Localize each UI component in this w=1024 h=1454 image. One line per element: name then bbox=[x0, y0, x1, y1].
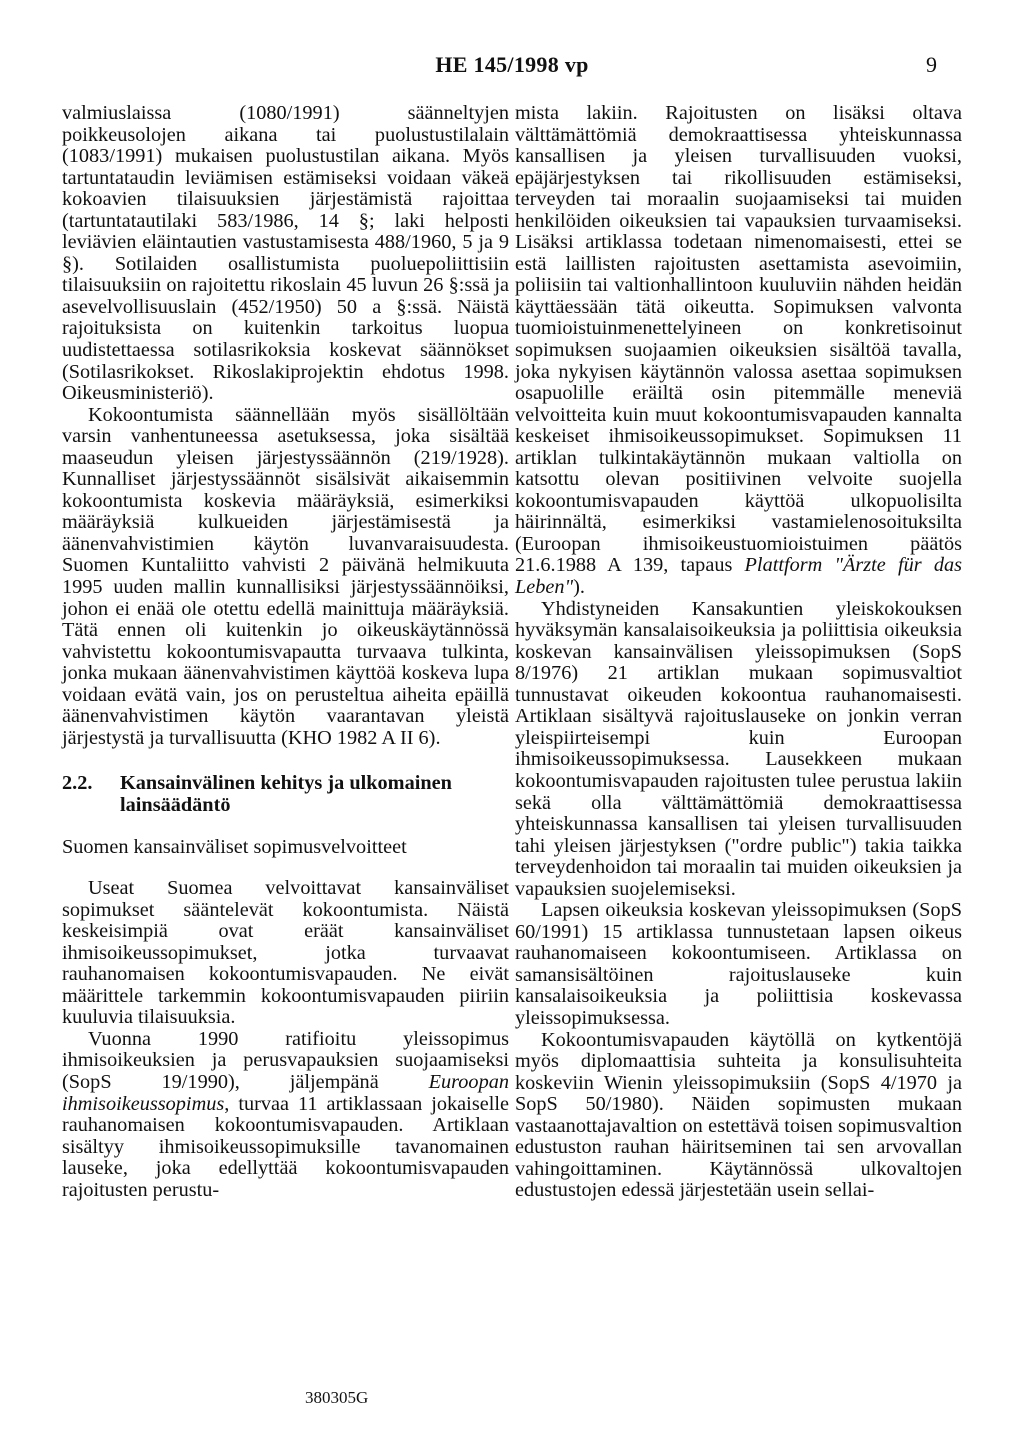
paragraph: Kokoontumisvapauden käytöllä on kytkentöjä myös diplomaattisia suhteita ja konsulisuhteita koskeviin Wienin yleissopimuksiin (SopS 4/1970 ja SopS 50/1980). Näiden sopimusten mukaan vastaanottajavaltion on estettävä toisen sopimusvaltion edustuston rauhan häiritseminen tai sen arvovallan vahingoittaminen. Käytännössä ulkovaltojen edustustojen edessä järjestetään usein sellai- bbox=[515, 1028, 962, 1202]
text-run: , turvaa 11 artiklassaan jokaiselle rauhanomaisen kokoontumisvapauden. Artiklaan sisältyy ihmisoikeussopimuksille tavanomainen lauseke, joka edellyttää kokoontumisvapauden rajoitusten perustu- bbox=[62, 1092, 509, 1201]
section-number: 2.2. bbox=[62, 772, 93, 795]
page-number: 9 bbox=[926, 52, 937, 77]
paragraph: Yhdistyneiden Kansakuntien yleiskokouksen hyväksymän kansalaisoikeuksia ja poliittisia oikeuksia koskevan kansainvälisen yleissopimuksen (SopS 8/1976) 21 artiklan mukaan sopimusvaltiot tunnustavat oikeuden kokoontua rauhanomaisesti. Artiklaan sisältyvä rajoituslauseke on jonkin verran yleispiirteisempi kuin Euroopan ihmisoikeussopimuksessa. Lausekkeen mukaan kokoontumisvapauden rajoitusten tulee perustua lakiin sekä olla välttämättömiä demokraattisessa yhteiskunnassa kansallisen tai yleisen turvallisuuden tahi yleisen järjestyksen ("ordre public") takia taikka terveydenhoidon tai moraalin tai muiden oikeuksien ja vapauksien suojelemiseksi. bbox=[515, 597, 962, 900]
section-heading bbox=[62, 773, 509, 816]
paragraph bbox=[62, 1029, 509, 1201]
paragraph bbox=[515, 103, 962, 599]
paragraph: Useat Suomea velvoittavat kansainväliset sopimukset sääntelevät kokoontumista. Näistä keskeisimpiä ovat eräät kansainväliset ihmisoikeussopimukset, jotka turvaavat rauhanomaisen kokoontumisvapauden. Ne eivät määrittele tarkemmin kokoontumisvapauden piiriin kuuluvia tilaisuuksia. bbox=[62, 877, 509, 1029]
left-column bbox=[62, 103, 509, 1201]
paragraph: Kokoontumista säännellään myös sisällöltään varsin vanhentuneessa asetuksessa, joka sisältää maaseudun yleisen järjestyssäännön (219/1928). Kunnalliset järjestyssäännöt sisälsivät aikaisemmin kokoontumista koskevia määräyksiä, esimerkiksi määräyksiä kulkueiden järjestämisestä ja äänenvahvistimien käytön luvanvaraisuudesta. Suomen Kuntaliitto vahvisti 2 päivänä helmikuuta 1995 uuden mallin kunnallisiksi järjestyssäännöiksi, johon ei enää ole otettu edellä mainittuja määräyksiä. Tätä ennen oli kuitenkin jo oikeuskäytännössä vahvistettu kokoontumisvapautta turvaava tulkinta, jonka mukaan äänenvahvistimen käyttöä koskeva lupa voidaan evätä vain, jos on perusteltua aiheita epäillä äänenvahvistimen käytön vaarantavan yleistä järjestystä ja turvallisuutta (KHO 1982 A II 6). bbox=[62, 403, 509, 749]
right-column bbox=[515, 103, 962, 1202]
italic-case-name: Plattform "Ärzte für das Leben" bbox=[515, 554, 962, 599]
paragraph: Lapsen oikeuksia koskevan yleissopimuksen (SopS 60/1991) 15 artiklassa tunnustetaan lapsen oikeus rauhanomaiseen kokoontumiseen. Artiklassa on samansisältöinen rajoituslauseke kuin kansalaisoikeuksia ja poliittisia koskevassa yleissopimuksessa. bbox=[515, 899, 962, 1029]
italic-term: Euroopan ihmisoikeussopimus bbox=[62, 1070, 509, 1115]
subheading: Suomen kansainväliset sopimusvelvoitteet bbox=[62, 835, 407, 858]
text-run: Vuonna 1990 ratifioitu yleissopimus ihmisoikeuksien ja perusvapauksien suojaamiseksi (SopS 19/1990), jäljempänä bbox=[62, 1027, 509, 1093]
paragraph: valmiuslaissa (1080/1991) säänneltyjen poikkeusolojen aikana tai puolustustilalain (1083/1991) mukaisen puolustustilan aikana. Myös tartuntataudin leviämisen estämiseksi voidaan väkeä kokoavien tilaisuuksien järjestämistä rajoittaa (tartuntatautilaki 583/1986, 14 §; laki helposti leviävien eläintautien vastustamisesta 488/1960, 5 ja 9 §). Sotilaiden osallistumista puoluepoliittisiin tilaisuuksiin on rajoitettu rikoslain 45 luvun 26 §:ssä ja asevelvollisuuslain (452/1950) 50 a §:ssä. Näistä rajoituksista on kuitenkin tarkoitus luopua uudistettaessa sotilasrikoksia koskevat säännökset (Sotilasrikokset. Rikoslakiprojektin ehdotus 1998. Oikeusministeriö). bbox=[62, 102, 509, 405]
section-title: Kansainvälinen kehitys ja ulkomainen lainsäädäntö bbox=[120, 772, 452, 816]
text-run: mista lakiin. Rajoitusten on lisäksi oltava välttämättömiä demokraattisessa yhteiskunnassa kansallisen ja yleisen turvallisuuden vuoksi, epäjärjestyksen tai rikollisuuden estämiseksi, terveyden tai moraalin suojaamiseksi tai muiden henkilöiden oikeuksien tai vapauksien turvaamiseksi. Lisäksi artiklassa todetaan nimenomaisesti, ettei se estä laillisten rajoitusten asettamista asevoimiin, poliisiin tai valtionhallintoon kuuluviin nähden heidän käyttäessään tätä oikeutta. Sopimuksen valvonta tuomioistuinmenettelyineen on konkretisoinut sopimuksen suojaamien oikeuksien sisältöä tavalla, joka nykyisen käytännön valossa asettaa sopimuksen osapuolille eräiltä osin pitemmälle meneviä velvoitteita kuin muut kokoontumisvapauden kannalta keskeiset ihmisoikeussopimukset. Sopimuksen 11 artiklan tulkintakäytännön mukaan valtiolla on katsottu olevan positiivinen velvoite suojella kokoontumisvapauden käyttöä ulkopuolisilta häirinnältä, esimerkiksi vastamielenosoituksilta (Euroopan ihmisoikeustuomioistuimen päätös 21.6.1988 A 139, tapaus bbox=[515, 102, 962, 577]
text-run: ). bbox=[573, 576, 585, 599]
running-header: HE 145/1998 vp bbox=[435, 52, 589, 77]
footer-print-code: 380305G bbox=[305, 1388, 369, 1407]
